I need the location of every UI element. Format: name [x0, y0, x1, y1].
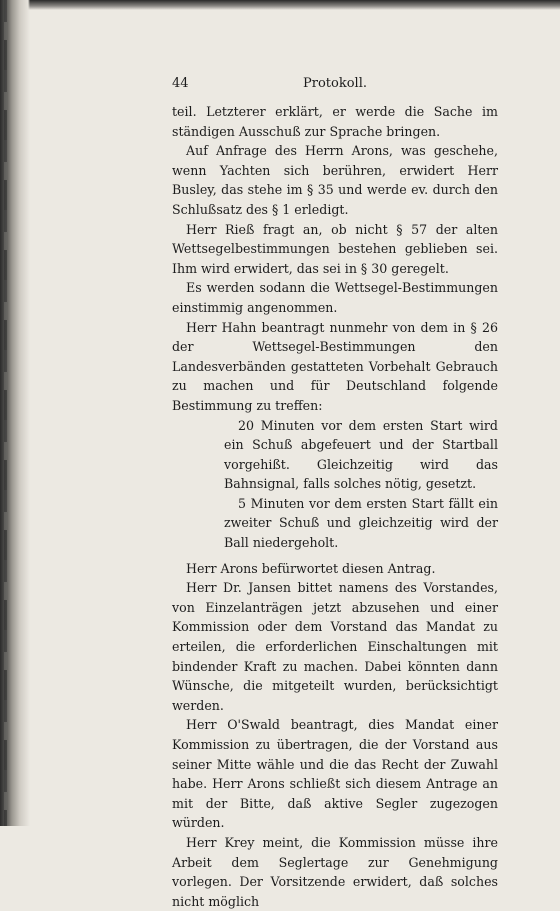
page-top-shadow — [0, 0, 560, 10]
body-text — [172, 102, 498, 911]
paragraph: Herr Arons befürwortet diesen Antrag. — [186, 560, 436, 576]
running-title: Protokoll. — [303, 76, 367, 91]
page-number: 44 — [172, 76, 189, 91]
paragraph: Auf Anfrage des Herrn Arons, was geschehe, wenn Yachten sich berühren, erwidert Herr Busley, das stehe im § 35 und werde ev. durch den Schlußsatz des § 1 erledigt. — [172, 143, 498, 217]
book-binding-edge — [0, 0, 30, 826]
paragraph: teil. Letzterer erklärt, er werde die Sache im ständigen Ausschuß zur Sprache bringen. — [172, 104, 498, 139]
quoted-rule-block — [224, 416, 498, 553]
paragraph: Herr Dr. Jansen bittet namens des Vorstandes, von Einzelanträgen jetzt abzusehen und einer Kommission oder dem Vorstand das Mandat zu erteilen, die erforderlichen Einschaltungen mit bindender Kraft zu machen. Dabei könnten dann Wünsche, die mitgeteilt wurden, berücksichtigt werden. — [172, 580, 498, 713]
quoted-rule: 5 Minuten vor dem ersten Start fällt ein zweiter Schuß und gleichzeitig wird der Ball niedergeholt. — [224, 495, 498, 551]
paragraph: Es werden sodann die Wettsegel-Bestimmungen einstimmig angenommen. — [172, 280, 498, 315]
paragraph: Herr Hahn beantragt nunmehr von dem in § 26 der Wettsegel-Bestimmungen den Landesverbänden gestatteten Vorbehalt Gebrauch zu machen und für Deutschland folgende Bestimmung zu treffen: — [172, 319, 498, 413]
paragraph: Herr Rieß fragt an, ob nicht § 57 der alten Wettsegelbestimmungen bestehen geblieben sei. Ihm wird erwidert, das sei in § 30 geregelt. — [172, 221, 498, 276]
quoted-rule: 20 Minuten vor dem ersten Start wird ein Schuß abgefeuert und der Startball vorgehißt. Gleichzeitig wird das Bahnsignal, falls solches nötig, gesetzt. — [224, 417, 498, 492]
book-page — [172, 76, 498, 911]
running-head — [172, 76, 498, 94]
paragraph: Herr Krey meint, die Kommission müsse ihre Arbeit dem Seglertage zur Genehmigung vorlegen. Der Vorsitzende erwidert, daß solches nicht möglich — [172, 834, 498, 909]
paragraph: Herr O'Swald beantragt, dies Mandat einer Kommission zu übertragen, die der Vorstand aus seiner Mitte wähle und die das Recht der Zuwahl habe. Herr Arons schließt sich diesem Antrage an mit der Bitte, daß aktive Segler zugezogen würden. — [172, 717, 498, 831]
